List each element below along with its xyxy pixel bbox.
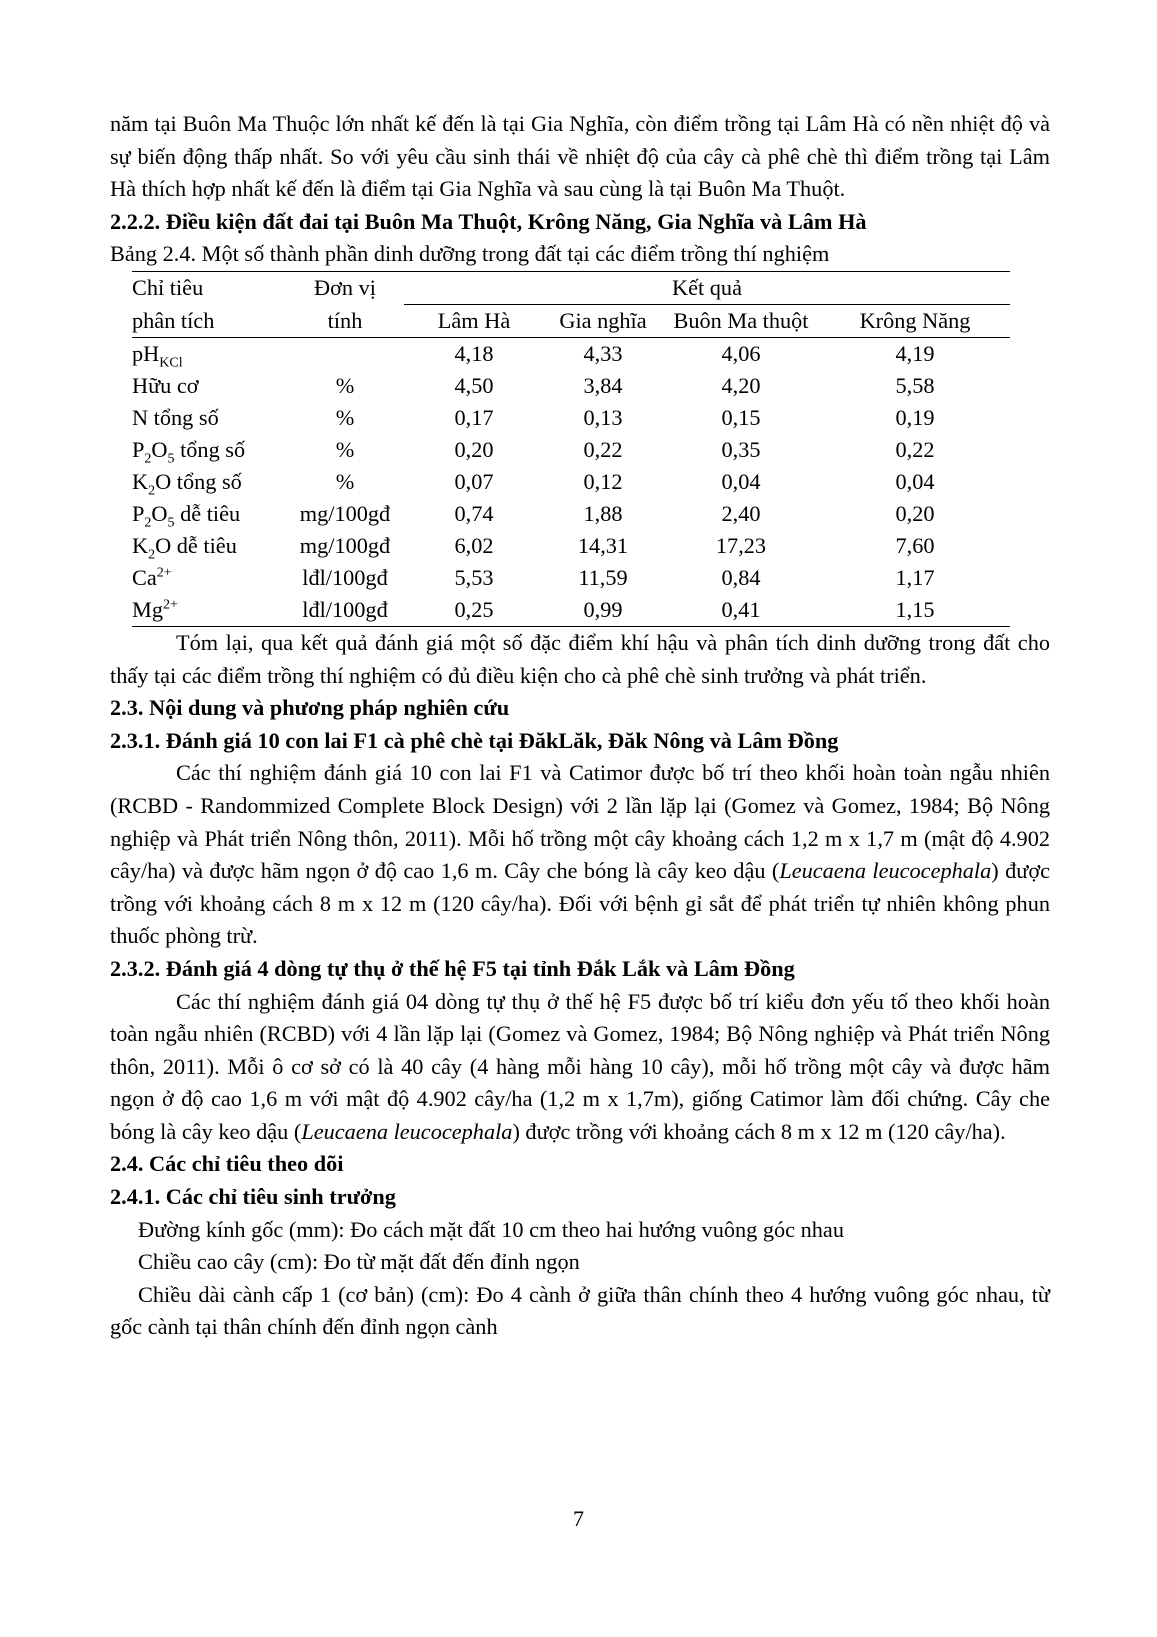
header-site-lam-ha: Lâm Hà	[404, 304, 544, 337]
cell-value: 5,53	[454, 564, 494, 590]
row-unit: mg/100gđ	[299, 532, 391, 558]
row-unit: lđl/100gđ	[302, 564, 388, 590]
table-header-row-1	[132, 271, 1010, 304]
row-label: N tổng số	[132, 404, 219, 430]
cell-value: 4,19	[895, 340, 935, 366]
cell-value: 0,04	[895, 468, 935, 494]
heading-2-3-2: 2.3.2. Đánh giá 4 dòng tự thụ ở thế hệ F5 tại tỉnh Đắk Lắk và Lâm Đồng	[110, 955, 795, 981]
row-label: Hữu cơ	[132, 372, 199, 398]
table-row	[132, 370, 1010, 402]
cell-value: 17,23	[715, 532, 767, 558]
row-unit: mg/100gđ	[299, 500, 391, 526]
cell-value: 5,58	[895, 372, 935, 398]
table-row	[132, 337, 1010, 370]
paragraph-2-3-2: Các thí nghiệm đánh giá 04 dòng tự thụ ở thế hệ F5 được bố trí kiểu đơn yếu tố theo khối hoàn toàn ngẫu nhiên (RCBD) với 4 lần lặp lại (Gomez và Gomez, 1984; Bộ Nông nghiệp và Phát triển Nông thôn, 2011). Mỗi ô cơ sở có là 40 cây (4 hàng mỗi hàng 10 cây), mỗi hố trồng một cây và được hãm ngọn ở độ cao 1,6 m với mật độ 4.902 cây/ha (1,2 m x 1,7m), giống Catimor làm đối chứng. Cây che bóng là cây keo dậu (Leucaena leucocephala) được trồng với khoảng cách 8 m x 12 m (120 cây/ha).	[110, 988, 1050, 1144]
row-label: $pH_{KCl}$	[132, 340, 183, 371]
header-site-buon-ma-thuot: Buôn Ma thuột	[662, 304, 820, 337]
list-item-plant-height: Chiều cao cây (cm): Đo từ mặt đất đến đỉnh ngọn	[138, 1249, 580, 1275]
table-caption: Bảng 2.4. Một số thành phần dinh dưỡng trong đất tại các điểm trồng thí nghiệm	[110, 241, 830, 267]
cell-value: 0,35	[721, 436, 761, 462]
cell-value: 0,15	[721, 404, 761, 430]
cell-value: 0,12	[583, 468, 623, 494]
header-criteria: Chỉ tiêu	[132, 271, 286, 304]
cell-value: 4,18	[454, 340, 494, 366]
table-row	[132, 562, 1010, 594]
cell-value: 2,40	[721, 500, 761, 526]
header-site-krong-nang: Krông Năng	[820, 304, 1010, 337]
row-unit: %	[335, 468, 355, 494]
cell-value: 6,02	[454, 532, 494, 558]
cell-value: 0,19	[895, 404, 935, 430]
cell-value: 7,60	[895, 532, 935, 558]
heading-2-4: 2.4. Các chỉ tiêu theo dõi	[110, 1151, 344, 1177]
cell-value: 3,84	[583, 372, 623, 398]
cell-value: 4,06	[721, 340, 761, 366]
table-row	[132, 498, 1010, 530]
cell-value: 0,20	[454, 436, 494, 462]
intro-paragraph: năm tại Buôn Ma Thuộc lớn nhất kế đến là tại Gia Nghĩa, còn điểm trồng tại Lâm Hà có nền nhiệt độ và sự biến động thấp nhất. So với yêu cầu sinh thái về nhiệt độ của cây cà phê chè thì điểm trồng tại Lâm Hà thích hợp nhất kế đến là điểm tại Gia Nghĩa và sau cùng là tại Buôn Ma Thuột.	[110, 111, 1050, 202]
cell-value: 4,20	[721, 372, 761, 398]
heading-2-3-1: 2.3.1. Đánh giá 10 con lai F1 cà phê chè tại ĐăkLăk, Đăk Nông và Lâm Đồng	[110, 727, 839, 753]
cell-value: 0,74	[454, 500, 494, 526]
header-criteria-2: phân tích	[132, 304, 286, 337]
heading-2-2-2: 2.2.2. Điều kiện đất đai tại Buôn Ma Thuột, Krông Năng, Gia Nghĩa và Lâm Hà	[110, 208, 867, 234]
row-label: $P_2O_5$ dễ tiêu	[132, 500, 241, 531]
header-unit-2: tính	[286, 304, 404, 337]
cell-value: 0,25	[404, 594, 544, 627]
table-row	[132, 466, 1010, 498]
cell-value: 0,22	[895, 436, 935, 462]
heading-2-3: 2.3. Nội dung và phương pháp nghiên cứu	[110, 695, 510, 721]
header-unit: Đơn vị	[286, 271, 404, 304]
table-row	[132, 530, 1010, 562]
header-result: Kết quả	[404, 271, 1010, 304]
row-label: $P_2O_5$ tổng số	[132, 436, 246, 467]
heading-2-4-1: 2.4.1. Các chỉ tiêu sinh trưởng	[110, 1184, 396, 1210]
row-label: $Ca^{2+}$	[132, 564, 172, 590]
cell-value: 11,59	[578, 564, 628, 590]
row-unit: %	[335, 372, 355, 398]
row-unit	[286, 337, 404, 370]
cell-value: 0,41	[662, 594, 820, 627]
cell-value: 0,04	[721, 468, 761, 494]
table-row	[132, 434, 1010, 466]
row-label: $Mg^{2+}$	[132, 594, 286, 627]
row-label: $K_2O$ dễ tiêu	[132, 532, 237, 563]
summary-paragraph: Tóm lại, qua kết quả đánh giá một số đặc điểm khí hậu và phân tích dinh dưỡng trong đất cho thấy tại các điểm trồng thí nghiệm có đủ điều kiện cho cà phê chè sinh trưởng và phát triển.	[110, 629, 1050, 688]
soil-nutrient-table	[132, 271, 1010, 627]
list-item-root-diameter: Đường kính gốc (mm): Đo cách mặt đất 10 cm theo hai hướng vuông góc nhau	[138, 1216, 844, 1242]
cell-value: 14,31	[577, 532, 629, 558]
cell-value: 0,99	[544, 594, 662, 627]
cell-value: 1,15	[820, 594, 1010, 627]
cell-value: 0,22	[583, 436, 623, 462]
list-item-branch-length: Chiều dài cành cấp 1 (cơ bản) (cm): Đo 4 cành ở giữa thân chính theo 4 hướng vuông góc nhau, từ gốc cành tại thân chính đến đỉnh ngọn cành	[110, 1281, 1050, 1340]
row-unit: %	[335, 404, 355, 430]
cell-value: 0,07	[454, 468, 494, 494]
paragraph-2-3-1: Các thí nghiệm đánh giá 10 con lai F1 và Catimor được bố trí theo khối hoàn toàn ngẫu nhiên (RCBD - Randommized Complete Block Design) với 2 lần lặp lại (Gomez và Gomez, 1984; Bộ Nông nghiệp và Phát triển Nông thôn, 2011). Mỗi hố trồng một cây khoảng cách 1,2 m x 1,7 m (mật độ 4.902 cây/ha) và được hãm ngọn ở độ cao 1,6 m. Cây che bóng là cây keo dậu (Leucaena leucocephala) được trồng với khoảng cách 8 m x 12 m (120 cây/ha). Đối với bệnh gỉ sắt để phát triển tự nhiên không phun thuốc phòng trừ.	[110, 760, 1051, 949]
table-row	[132, 402, 1010, 434]
row-unit: lđl/100gđ	[286, 594, 404, 627]
cell-value: 0,13	[583, 404, 623, 430]
table-row	[132, 594, 1010, 627]
cell-value: 0,84	[721, 564, 761, 590]
cell-value: 0,17	[454, 404, 494, 430]
page-number: 7	[573, 1506, 584, 1531]
cell-value: 1,17	[895, 564, 935, 590]
cell-value: 4,33	[583, 340, 623, 366]
cell-value: 4,50	[454, 372, 494, 398]
cell-value: 1,88	[583, 500, 623, 526]
row-unit: %	[335, 436, 355, 462]
header-site-gia-nghia: Gia nghĩa	[544, 304, 662, 337]
document-page	[110, 108, 1050, 1344]
row-label: $K_2O$ tổng số	[132, 468, 242, 499]
cell-value: 0,20	[895, 500, 935, 526]
table-header-row-2	[132, 304, 1010, 337]
